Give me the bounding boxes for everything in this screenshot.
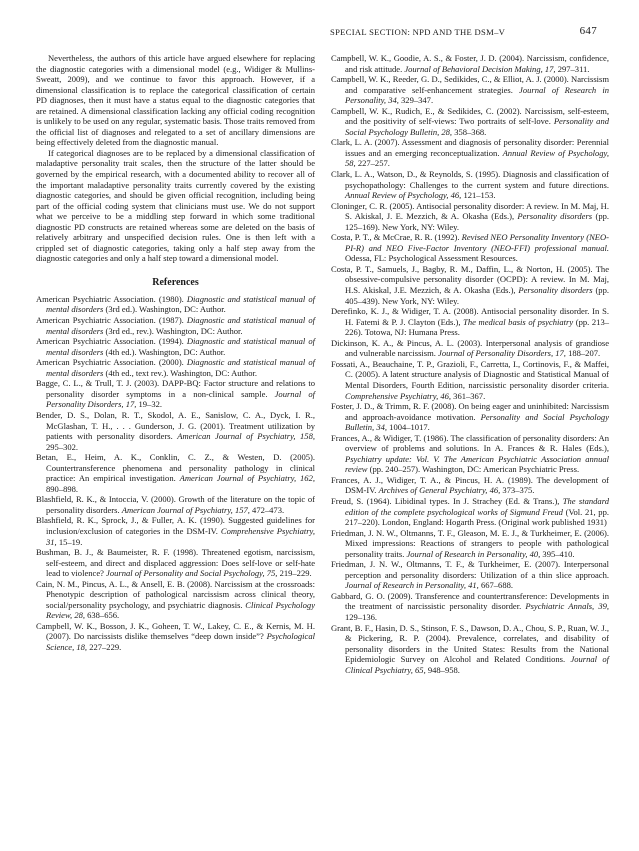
reference-entry — [331, 74, 609, 106]
reference-source: Psychiatric Annals, 39, — [525, 601, 610, 612]
reference-source: Journal of Research in Personality, 41, — [345, 580, 479, 591]
reference-source: Diagnostic and statistical manual of mental disorders — [46, 336, 315, 357]
reference-details: Odessa, FL: Psychological Assessment Resources. — [345, 253, 518, 264]
reference-details: 1004–1017. — [387, 422, 430, 433]
reference-authors-title: Betan, E., Heim, A. K., Conklin, C. Z., & Westen, D. (2005). Countertransference phenomena and personality pathology in clinical practice: An empirical investigation. — [36, 452, 315, 484]
reference-source: Psychiatry update: Vol. V. The American Psychiatric Association annual review — [345, 453, 609, 475]
reference-authors-title: Bushman, B. J., & Baumeister, R. F. (1998). Threatened egotism, narcissism, self-esteem, and direct and displaced aggression: Does self-love or self-hate lead to violence? — [36, 547, 315, 579]
reference-entry — [331, 591, 609, 623]
reference-source: Clinical Psychology Review, 28, — [46, 599, 315, 621]
reference-source: Journal of Research in Personality, 40, — [406, 548, 541, 559]
reference-source: Journal of Personality Disorders, 17, — [46, 388, 315, 410]
reference-details: 219–229. — [277, 568, 312, 579]
reference-authors-title: Blashfield, R. K., & Intoccia, V. (2000). Growth of the literature on the topic of personality disorders. — [36, 494, 315, 515]
reference-details: (pp. 405–439). New York, NY: Wiley. — [345, 285, 609, 306]
reference-source: American Journal of Psychiatry, 162, — [179, 473, 315, 484]
reference-entry — [331, 433, 609, 475]
reference-entry — [331, 401, 609, 433]
reference-details: (pp. 213–226). Totowa, NJ: Humana Press. — [345, 316, 609, 338]
left-column — [36, 53, 315, 653]
references-heading: References — [152, 276, 199, 288]
reference-authors-title: American Psychiatric Association. (1987). — [36, 315, 187, 326]
reference-entry — [36, 357, 315, 378]
reference-details: (Vol. 21, pp. 217–220). London, England: Hogarth Press. (Original work published 1931) — [345, 506, 609, 528]
reference-source: Journal of Personality Disorders, 17, — [438, 348, 566, 359]
references-list-left — [36, 294, 315, 653]
reference-details: 15–19. — [56, 536, 83, 547]
reference-source: Revised NEO Personality Inventory (NEO-PI-R) and NEO Five-Factor Inventory (NEO-FFI) professional manual. — [345, 232, 610, 253]
reference-source: Journal of Clinical Psychiatry, 65, — [345, 654, 610, 675]
reference-authors-title: Freud, S. (1964). Libidinal types. In J. Strachey (Ed. & Trans.), — [331, 495, 563, 506]
reference-entry — [331, 306, 609, 338]
reference-details: 129–136. — [345, 611, 378, 622]
reference-authors-title: American Psychiatric Association. (2000). — [36, 357, 187, 368]
reference-details: (pp. 240–257). Washington, DC: American Psychiatric Press. — [367, 464, 580, 475]
reference-entry — [36, 515, 315, 547]
reference-source: The medical basis of psychiatry — [463, 316, 574, 327]
reference-entry — [36, 452, 315, 494]
reference-entry — [331, 528, 609, 560]
reference-source: Journal of Personality and Social Psychology, 75, — [106, 568, 278, 579]
reference-details: 121–153. — [461, 190, 496, 201]
reference-source: Diagnostic and statistical manual of mental disorders — [46, 357, 315, 378]
reference-entry — [331, 475, 609, 496]
reference-entry — [331, 359, 609, 401]
reference-source: Personality and Social Psychology Bulletin, 34, — [345, 411, 609, 433]
reference-entry — [36, 410, 315, 452]
reference-details: 295–302. — [46, 441, 79, 452]
reference-entry — [36, 378, 315, 410]
reference-authors-title: Costa, P. T., Samuels, J., Bagby, R. M., Daffin, L., & Norton, H. (2005). The obsessive-compulsive personality disorder (OCPD): A review. In M. Maj, H.S. Akiskal, J.E. Mezzich, & A. Okasha (Eds.), — [331, 263, 609, 296]
reference-details: 297–311. — [555, 63, 590, 74]
reference-source: Annual Review of Psychology, 46, — [345, 190, 462, 201]
reference-authors-title: Clark, L. A., Watson, D., & Reynolds, S. (1995). Diagnosis and classification of psychopathology: Challenges to the current system and future directions. — [331, 169, 609, 190]
reference-details: (4th ed.). Washington, DC: Author. — [103, 346, 226, 357]
reference-source: The standard edition of the complete psychological works of Sigmund Freud — [345, 495, 609, 517]
reference-source: Diagnostic and statistical manual of mental disorders — [46, 315, 315, 336]
reference-authors-title: Campbell, W. K., Rudich, E., & Sedikides, C. (2002). Narcissism, self-esteem, and the positivity of self-views: Two portraits of self-love. — [331, 105, 609, 127]
reference-authors-title: Dickinson, K. A., & Pincus, A. L. (2003). Interpersonal analysis of grandiose and vulnerable narcissism. — [331, 337, 609, 359]
reference-details: 948–958. — [425, 664, 460, 675]
reference-source: Comprehensive Psychiatry, 46, — [345, 390, 452, 401]
reference-authors-title: Derefinko, K. J., & Widiger, T. A. (2008). Antisocial personality disorder. In S. H. Fatemi & P. J. Clayton (Eds.), — [331, 306, 609, 327]
reference-entry — [331, 496, 609, 528]
reference-entry — [36, 621, 315, 653]
reference-details: (4th ed., text rev.). Washington, DC: Author. — [103, 367, 257, 378]
reference-authors-title: Bender, D. S., Dolan, R. T., Skodol, A. E., Sanislow, C. A., Dyck, I. R., McGlashan, T. H., . . . Gunderson, J. G. (2001). Treatment utilization by patients with personality disorders. — [36, 409, 315, 442]
reference-source: Personality disorders — [518, 285, 593, 296]
reference-authors-title: Costa, P. T., & McCrae, R. R. (1992). — [331, 232, 462, 243]
reference-authors-title: American Psychiatric Association. (1980). — [36, 293, 187, 304]
reference-authors-title: Campbell, W. K., Goodie, A. S., & Foster, J. D. (2004). Narcissism, confidence, and risk attitude. — [331, 53, 609, 74]
reference-authors-title: Grant, B. F., Hasin, D. S., Stinson, F. S., Dawson, D. A., Chou, S. P., Ruan, W. J., & Pickering, R. P. (2004). Prevalence, correlates, and disability of personality disorders in the United States: Results from the National Epidemiologic Survey on Alcohol and Related Conditions. — [331, 622, 609, 665]
reference-entry — [331, 232, 609, 264]
reference-details: 638–656. — [85, 610, 120, 621]
reference-source: Journal of Research in Personality, 34, — [345, 84, 609, 106]
reference-authors-title: Gabbard, G. O. (2009). Transference and countertransference: Developments in the treatment of narcissistic personality disorder. — [331, 590, 609, 612]
reference-authors-title: Clark, L. A. (2007). Assessment and diagnosis of personality disorder: Perennial issues and an emerging reconceptualization. — [331, 137, 609, 158]
reference-authors-title: Frances, A. J., Widiger, T. A., & Pincus, H. A. (1989). The development of DSM-IV. — [331, 474, 609, 496]
reference-authors-title: Cain, N. M., Pincus, A. L., & Ansell, E. B. (2008). Narcissism at the crossroads: Phenotypic description of pathological narcissism across clinical theory, social/personality psychology, and psychiatric diagnosis. — [36, 578, 315, 610]
reference-source: Comprehensive Psychiatry, 31, — [46, 525, 315, 547]
page-header — [0, 25, 639, 39]
reference-entry — [331, 264, 609, 306]
reference-details: 395–410. — [540, 548, 575, 559]
reference-details: 329–347. — [398, 95, 434, 106]
running-head: SPECIAL SECTION: NPD AND THE DSM–V — [330, 27, 506, 37]
reference-entry — [36, 336, 315, 357]
reference-entry — [331, 106, 609, 138]
reference-details: 373–375. — [500, 485, 535, 496]
reference-source: Psychological Science, 18, — [46, 631, 315, 652]
reference-details: 19–32. — [136, 399, 163, 410]
reference-details: 227–229. — [87, 641, 122, 652]
reference-authors-title: Cloninger, C. R. (2005). Antisocial personality disorder: A review. In M. Maj, H. S. Akiskal, J. E. Mezzich, & A. Okasha (Eds.), — [331, 200, 609, 222]
reference-details: 890–898. — [46, 483, 79, 494]
reference-entry — [36, 294, 315, 315]
reference-source: Diagnostic and statistical manual of mental disorders — [46, 293, 315, 315]
reference-authors-title: Blashfield, R. K., Sprock, J., & Fuller, A. K. (1990). Suggested guidelines for inclusion/exclusion of categories in the DSM-IV. — [36, 515, 315, 536]
reference-entry — [331, 53, 609, 74]
reference-entry — [331, 623, 609, 676]
reference-authors-title: Friedman, J. N. W., Oltmanns, T. F., & Turkheimer, E. (2007). Interpersonal perception and personality disorders: Utilization of a thin slice approach. — [331, 559, 609, 580]
reference-source: Annual Review of Psychology, 58, — [345, 147, 609, 169]
reference-details: 188–207. — [565, 348, 601, 359]
reference-entry — [36, 579, 315, 621]
reference-source: Personality disorders — [517, 211, 593, 222]
reference-details: (3rd ed., rev.). Washington, DC: Author. — [103, 325, 243, 336]
reference-entry — [36, 547, 315, 579]
reference-source: American Journal of Psychiatry, 158, — [177, 431, 315, 442]
reference-details: (pp. 125–169). New York, NY: Wiley. — [345, 211, 610, 232]
references-list-right — [331, 53, 609, 675]
reference-details: 227–257. — [355, 158, 390, 169]
reference-authors-title: Campbell, W. K., Bosson, J. K., Goheen, T. W., Lakey, C. E., & Kernis, M. H. (2007). Do narcissists dislike themselves “deep down inside”? — [36, 620, 315, 642]
reference-entry — [331, 559, 609, 591]
reference-details: 472–473. — [249, 504, 285, 515]
reference-entry — [331, 338, 609, 359]
reference-details: (3rd ed.). Washington, DC: Author. — [103, 304, 226, 315]
reference-source: Journal of Behavioral Decision Making, 17, — [404, 63, 556, 74]
page-number: 647 — [579, 25, 597, 37]
reference-authors-title: Foster, J. D., & Trimm, R. F. (2008). On being eager and uninhibited: Narcissism and approach-avoidance motivation. — [331, 401, 609, 422]
right-column — [331, 53, 609, 675]
reference-authors-title: Frances, A., & Widiger, T. (1986). The classification of personality disorders: An overview of problems and solutions. In A. Frances & R. Hales (Eds.), — [331, 432, 609, 454]
reference-authors-title: Campbell, W. K., Reeder, G. D., Sedikides, C., & Elliot, A. J. (2000). Narcissism and comparative self-enhancement strategies. — [331, 74, 609, 95]
reference-details: 358–368. — [452, 126, 487, 137]
reference-authors-title: Fossati, A., Beauchaine, T. P., Grazioli, F., Carretta, I., Cortinovis, F., & Maffei, C. (2005). A latent structure analysis of Diagnostic and Statistical Manual of Mental Disorders, Fourth Edition, narcissistic personality disorder criteria. — [331, 358, 609, 390]
reference-entry — [36, 315, 315, 336]
reference-source: Personality and Social Psychology Bulletin, 28, — [345, 116, 609, 137]
reference-source: Archives of General Psychiatry, 46, — [378, 485, 501, 496]
reference-entry — [331, 201, 609, 233]
reference-entry — [36, 494, 315, 515]
reference-authors-title: American Psychiatric Association. (1994). — [36, 336, 187, 347]
body-paragraph-2: If categorical diagnoses are to be replaced by a dimensional classification of maladaptive personality trait scales, then the structure of the latter should be governed by the empirical research, with a documented ability to recover all of the important maladaptive personality traits currently covered by the existing diagnostic categories, and should be given official recognition, including being part of the official coding system that clinicians must use. We do not support what we perceive to be a middling step forward in which some traditional diagnostic PD constructs are retained whereas some are deleted on the basis of relatively arbitrary and unspecified decision rules. One is then left with a crippled set of diagnostic categories, taking only a half step away from the diagnostic categories and only a half step toward a dimensional model. — [36, 147, 315, 264]
reference-entry — [331, 169, 609, 201]
reference-details: 667–688. — [478, 580, 513, 591]
reference-entry — [331, 137, 609, 169]
reference-details: 361–367. — [451, 390, 486, 401]
body-paragraph-1: Nevertheless, the authors of this article have argued elsewhere for replacing the diagnostic categories with a dimensional model (e.g., Widiger & Mullins-Sweatt, 2009), and we continue to favor this approach. However, if a dimensional classification is to replace the categorical classification of certain PD diagnoses, then it must have a status equal to the diagnostic categories that are retained. A dimensional classification lacking any official coding recognition is unlikely to be used on any regular, systematic basis. Those traits removed from the official list of diagnoses and relegated to a set of ancillary dimensions are being effectively deleted from the diagnostic manual. — [36, 53, 315, 148]
reference-authors-title: Bagge, C. L., & Trull, T. J. (2003). DAPP-BQ: Factor structure and relations to personality disorder symptoms in a non-clinical sample. — [36, 378, 315, 399]
reference-authors-title: Friedman, J. N. W., Oltmanns, T. F., Gleason, M. E. J., & Turkheimer, E. (2006). Mixed impressions: Reactions of strangers to people with pathological personality traits. — [331, 527, 609, 559]
reference-source: American Journal of Psychiatry, 157, — [121, 504, 250, 515]
